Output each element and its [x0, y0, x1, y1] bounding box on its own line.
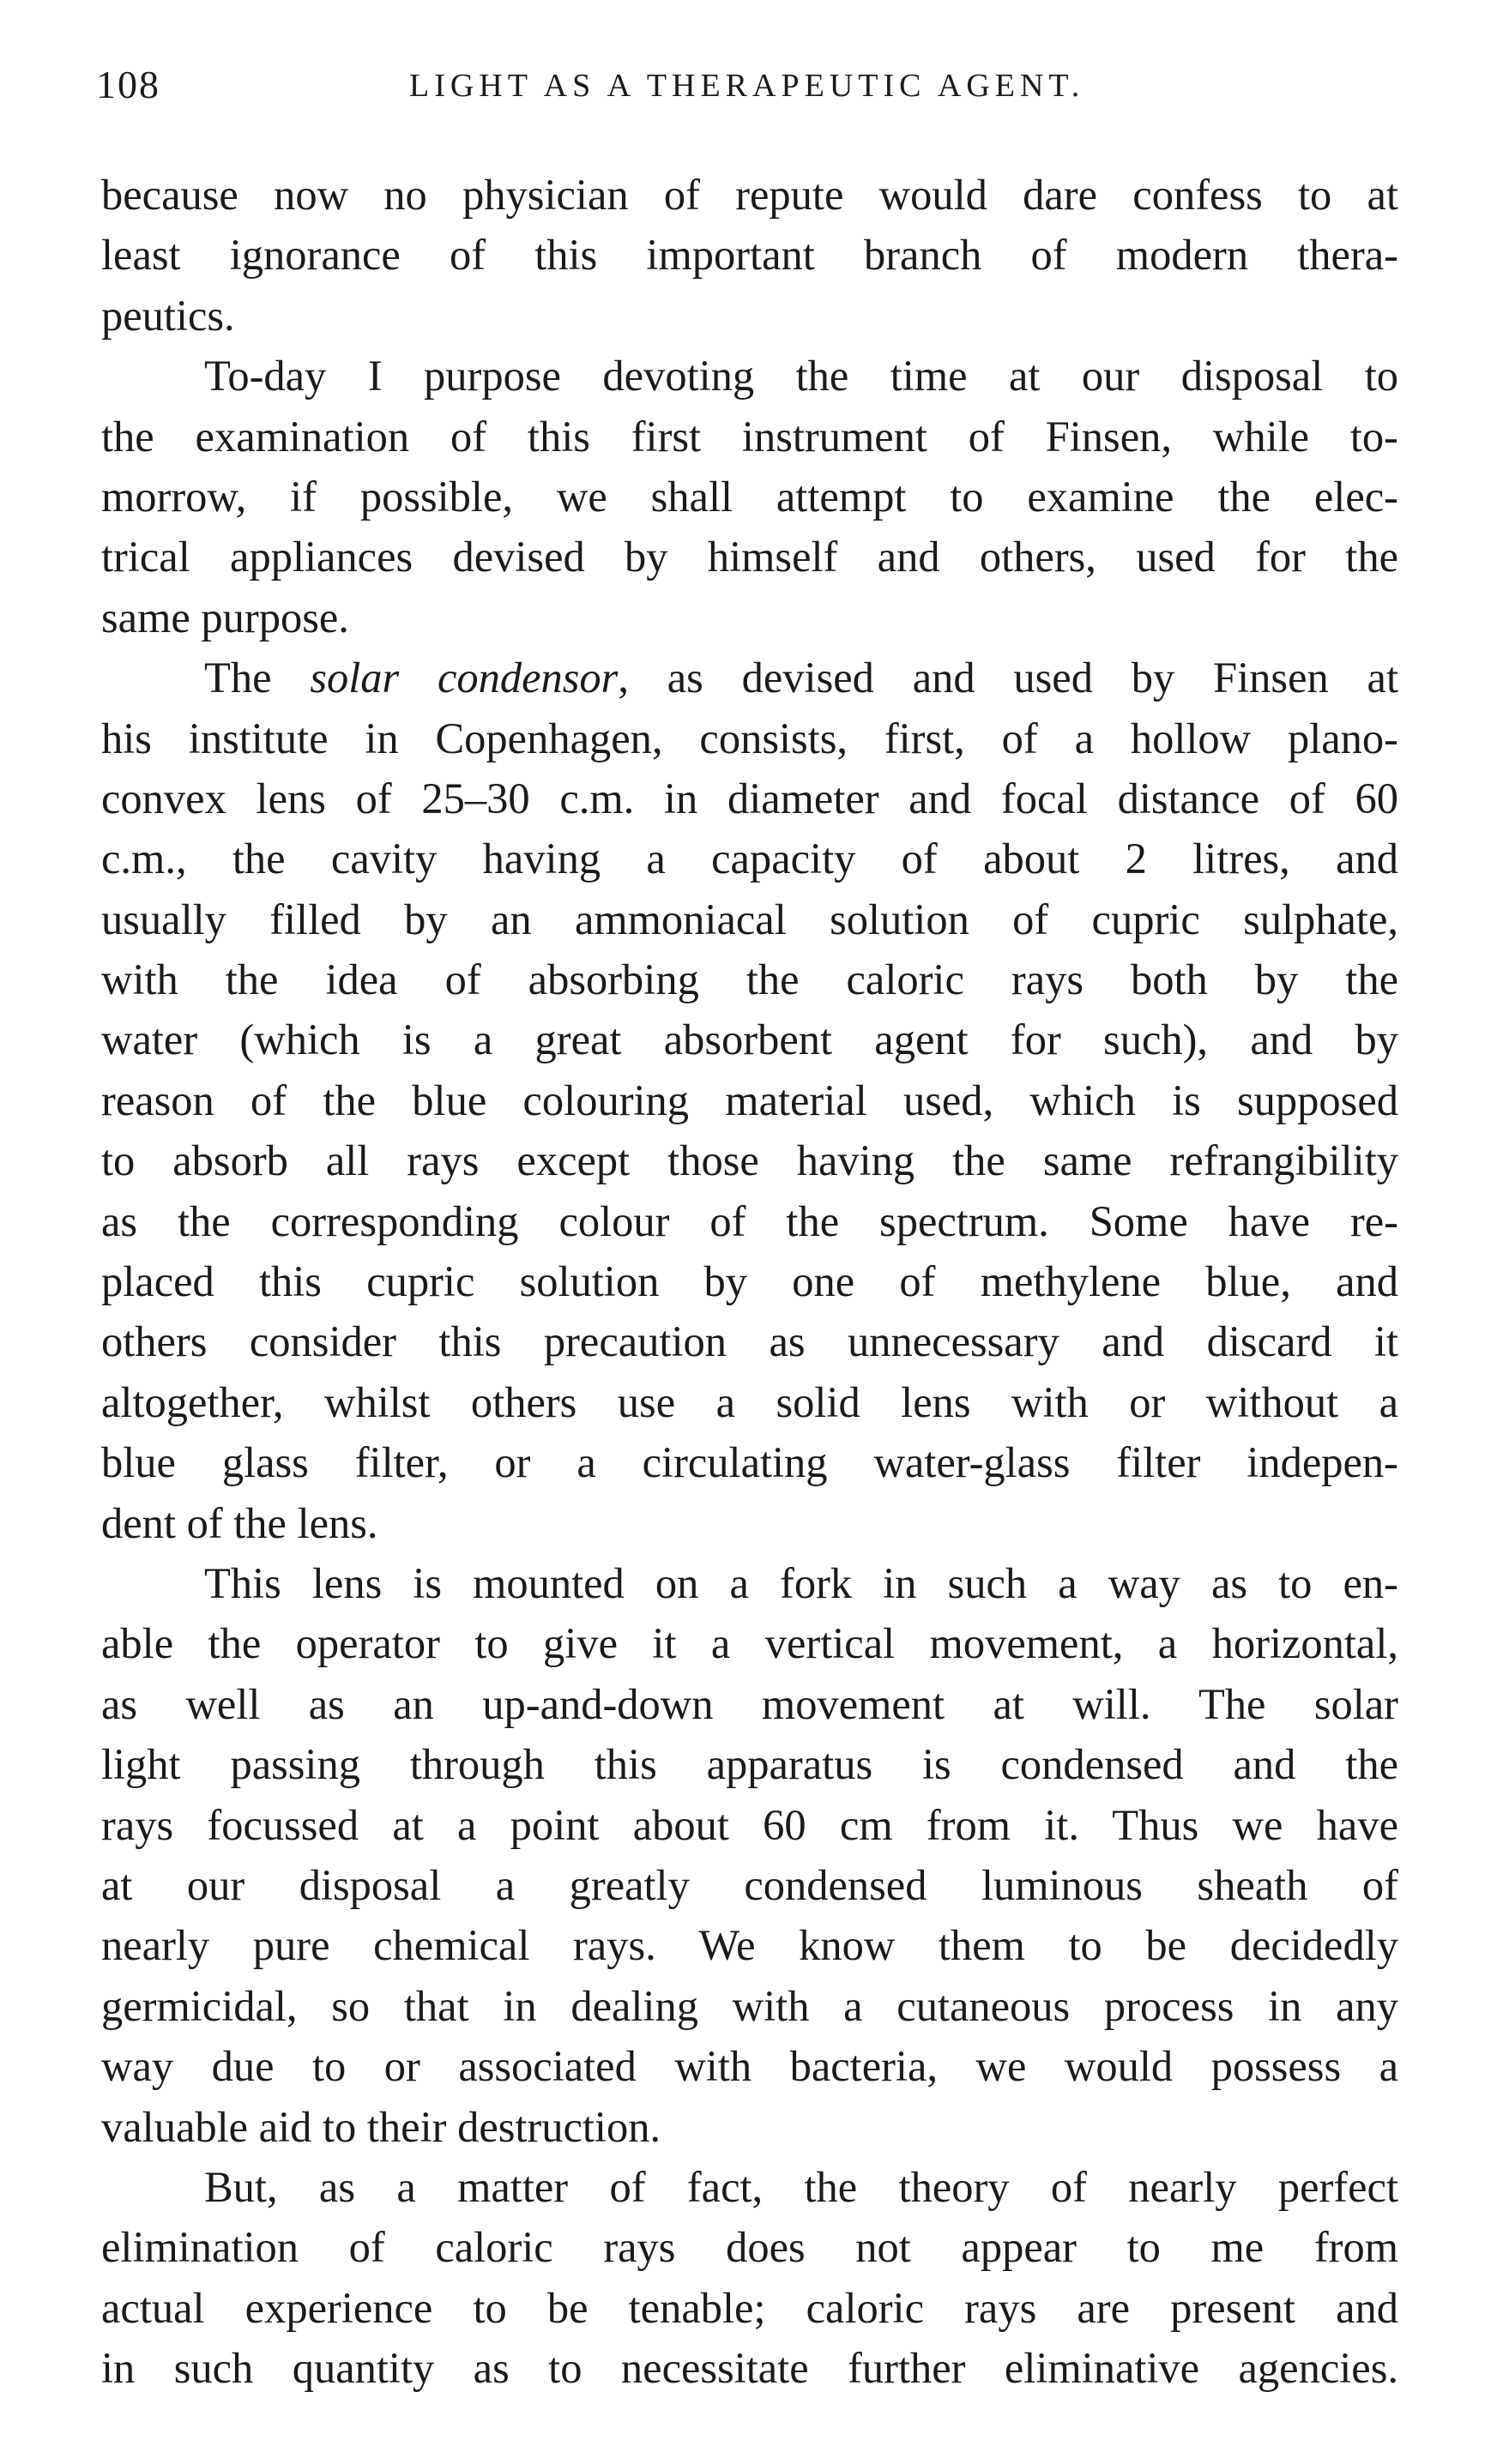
text-line: c.m., the cavity having a capacity of about 2 litres, and [101, 834, 1398, 883]
paragraph [101, 648, 1398, 1553]
text-line: as well as an up-and-down movement at will. The solar [101, 1679, 1398, 1728]
text-line: trical appliances devised by himself and others, used for the [101, 533, 1398, 581]
text-line: morrow, if possible, we shall attempt to examine the elec- [101, 472, 1398, 521]
text-line: to absorb all rays except those having the same refrangibility [101, 1136, 1398, 1185]
text-line: To-day I purpose devoting the time at our disposal to [204, 352, 1398, 401]
paragraph [101, 2157, 1398, 2399]
text-line: blue glass filter, or a circulating water-glass filter indepen- [101, 1438, 1398, 1487]
text-line: altogether, whilst others use a solid lens with or without a [101, 1377, 1398, 1426]
text-line: germicidal, so that in dealing with a cutaneous process in any [101, 1981, 1398, 2030]
text-line: others consider this precaution as unnecessary and discard it [101, 1317, 1398, 1366]
text-line: way due to or associated with bacteria, we would possess a [101, 2042, 1398, 2091]
text-line: at our disposal a greatly condensed luminous sheath of [101, 1860, 1398, 1909]
text-line: as the corresponding colour of the spectrum. Some have re- [101, 1196, 1398, 1245]
running-title: LIGHT AS A THERAPEUTIC AGENT. [409, 68, 1085, 104]
text-line: convex lens of 25–30 c.m. in diameter and focal distance of 60 [101, 774, 1398, 822]
text-line: usually filled by an ammoniacal solution of cupric sulphate, [101, 895, 1398, 943]
text-line: peutics. [101, 291, 235, 340]
paragraph [101, 165, 1398, 346]
text-line: rays focussed at a point about 60 cm from it. Thus we have [101, 1800, 1398, 1849]
text-line: because now no physician of repute would dare confess to at [101, 171, 1398, 219]
emphasized-term: solar condensor [310, 654, 619, 702]
text-line: dent of the lens. [101, 1498, 378, 1547]
text-line: elimination of caloric rays does not appear to me from [101, 2223, 1398, 2272]
text-line-with-emphasis [101, 648, 1398, 708]
text-line: nearly pure chemical rays. We know them to be decidedly [101, 1921, 1398, 1970]
text-line: able the operator to give it a vertical movement, a horizontal, [101, 1619, 1398, 1668]
text-line: reason of the blue colouring material used, which is supposed [101, 1075, 1398, 1124]
page-number: 108 [96, 63, 160, 106]
text-line: least ignorance of this important branch of modern thera- [101, 231, 1398, 280]
text-line: This lens is mounted on a fork in such a way as to en- [204, 1558, 1398, 1607]
text-run: The [204, 654, 311, 702]
running-head [96, 62, 1400, 113]
text-line: But, as a matter of fact, the theory of nearly perfect [204, 2162, 1398, 2211]
text-run: , as devised and used by Finsen at [618, 654, 1398, 702]
paragraph [101, 346, 1398, 648]
text-line: in such quantity as to necessitate further eliminative agencies. [101, 2344, 1398, 2393]
body-text [101, 165, 1398, 2398]
text-line: placed this cupric solution by one of methylene blue, and [101, 1257, 1398, 1306]
paragraph [101, 1553, 1398, 2157]
text-line: same purpose. [101, 593, 349, 642]
text-line: actual experience to be tenable; caloric rays are present and [101, 2283, 1398, 2332]
text-line: with the idea of absorbing the caloric rays both by the [101, 955, 1398, 1004]
text-line: valuable aid to their destruction. [101, 2102, 661, 2151]
text-line: water (which is a great absorbent agent for such), and by [101, 1015, 1398, 1064]
text-line: light passing through this apparatus is condensed and the [101, 1740, 1398, 1789]
text-line: his institute in Copenhagen, consists, first, of a hollow plano- [101, 714, 1398, 762]
text-line: the examination of this first instrument of Finsen, while to- [101, 412, 1398, 461]
